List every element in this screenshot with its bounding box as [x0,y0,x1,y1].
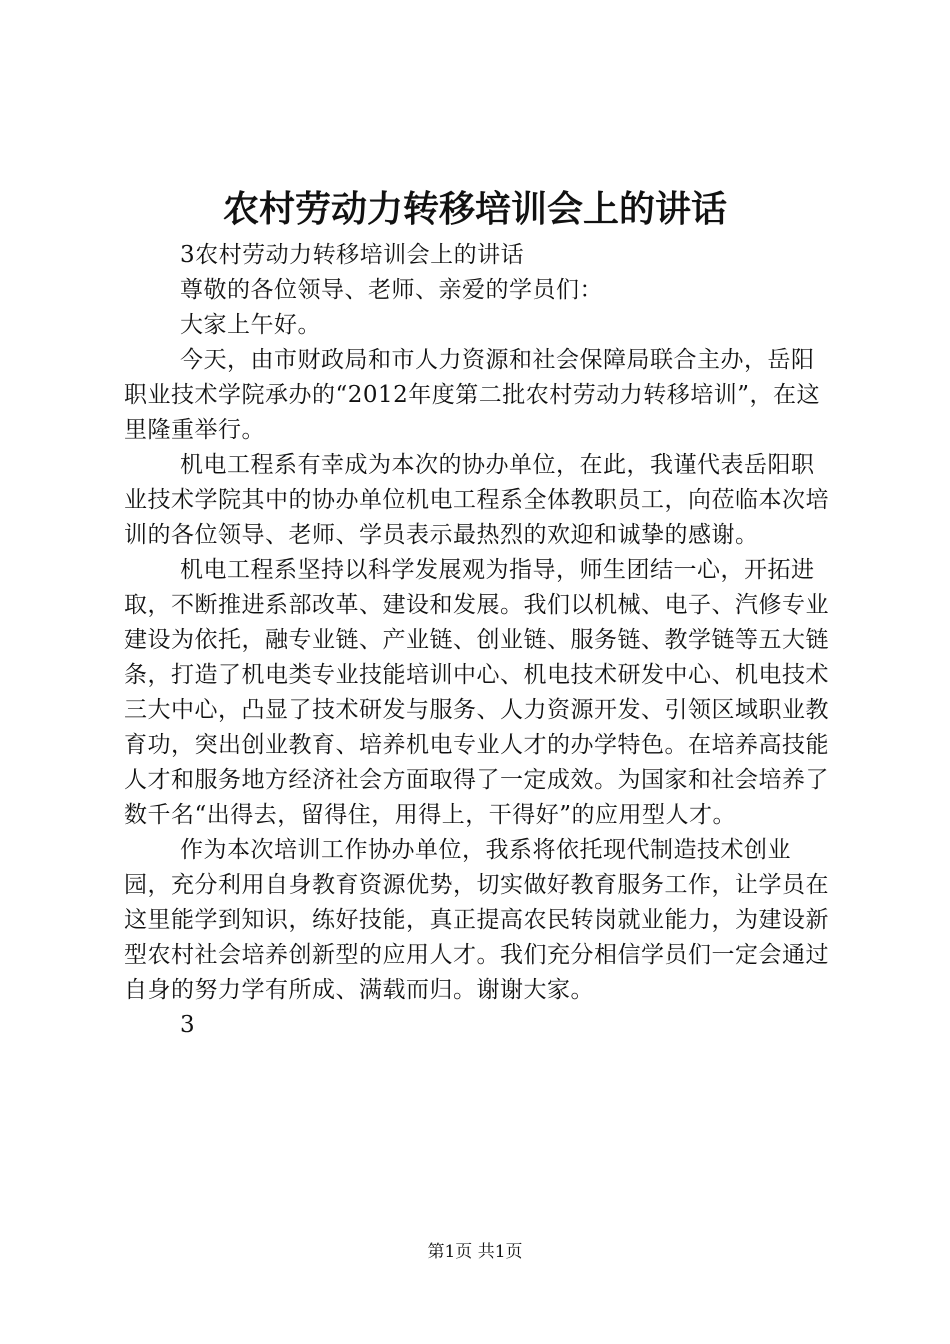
document-body [124,238,834,1043]
paragraph-welcome: 机电工程系有幸成为本次的协办单位，在此，我谨代表岳阳职业技术学院其中的协办单位机电工程系全体教职员工，向莅临本次培训的各位领导、老师、学员表示最热烈的欢迎和诚挚的感谢。 [124,452,829,548]
paragraph-commitment: 作为本次培训工作协办单位，我系将依托现代制造技术创业园，充分利用自身教育资源优势，切实做好教育服务工作，让学员在这里能学到知识，练好技能，真正提高农民转岗就业能力，为建设新型农村社会培养创新型的应用人才。我们充分相信学员们一定会通过自身的努力学有所成、满载而归。谢谢大家。 [124,837,829,1003]
paragraph-introduction: 今天，由市财政局和市人力资源和社会保障局联合主办，岳阳职业技术学院承办的“2012年度第二批农村劳动力转移培训”，在这里隆重举行。 [124,347,821,443]
paragraph-heading-repeat: 3农村劳动力转移培训会上的讲话 [180,242,525,268]
page-footer: 第1页 共1页 [427,1242,523,1262]
paragraph-salutation: 尊敬的各位领导、老师、亲爱的学员们： [180,277,603,303]
paragraph-trailing-number: 3 [180,1012,196,1038]
paragraph-greeting: 大家上午好。 [180,312,321,338]
paragraph-department-overview: 机电工程系坚持以科学发展观为指导，师生团结一心，开拓进取，不断推进系部改革、建设和发展。我们以机械、电子、汽修专业建设为依托，融专业链、产业链、创业链、服务链、教学链等五大链条，打造了机电类专业技能培训中心、机电技术研发中心、机电技术三大中心，凸显了技术研发与服务、人力资源开发、引领区域职业教育功，突出创业教育、培养机电专业人才的办学特色。在培养高技能人才和服务地方经济社会方面取得了一定成效。为国家和社会培养了数千名“出得去，留得住，用得上，干得好”的应用型人才。 [124,557,829,828]
document-title: 农村劳动力转移培训会上的讲话 [222,188,727,230]
